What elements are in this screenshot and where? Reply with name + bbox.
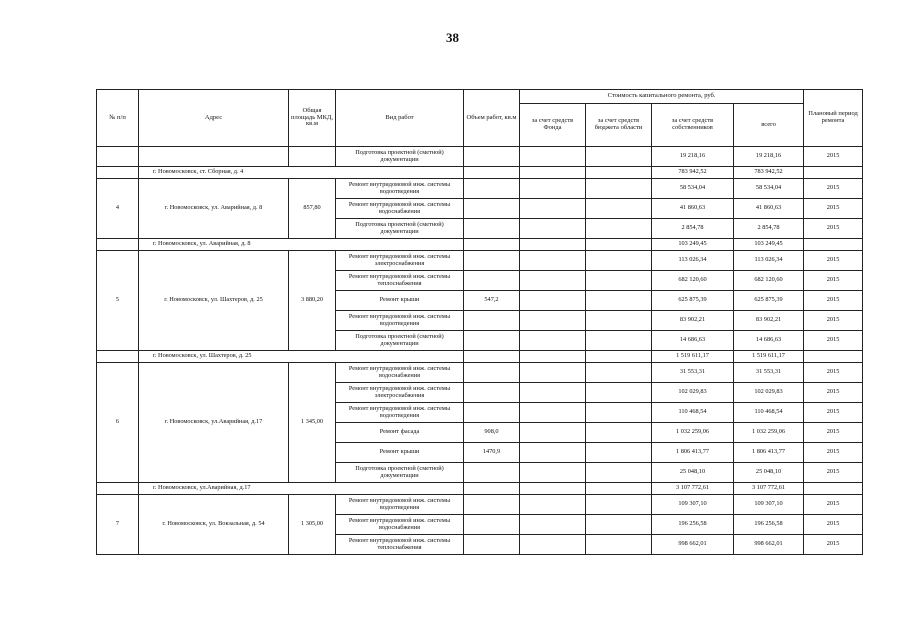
subtotal-total: 783 942,52 <box>734 167 804 179</box>
cell-area: 1 345,00 <box>289 363 336 483</box>
header-area: Общая площадь МКД, кв.м <box>289 90 336 147</box>
subtotal-total: 103 249,45 <box>734 239 804 251</box>
cell-fund <box>520 271 586 291</box>
cell-period: 2015 <box>804 271 863 291</box>
cell-total: 14 686,63 <box>734 331 804 351</box>
cell-owners: 102 029,83 <box>652 383 734 403</box>
table-row <box>97 495 863 515</box>
cell-total: 1 032 259,06 <box>734 423 804 443</box>
cell-fund <box>520 311 586 331</box>
cell-total: 83 902,21 <box>734 311 804 331</box>
cell-period <box>804 483 863 495</box>
cell-work-type: Ремонт внутридомовой инж. системы водоотведения <box>336 495 464 515</box>
subtotal-owners: 3 107 772,61 <box>652 483 734 495</box>
cell-work-type: Ремонт фасада <box>336 423 464 443</box>
cell-work-type: Подготовка проектной (сметной) документации <box>336 219 464 239</box>
cell-volume <box>464 271 520 291</box>
cell-fund <box>520 167 586 179</box>
cell-budget <box>586 147 652 167</box>
cell-owners: 110 468,54 <box>652 403 734 423</box>
cell-num: 6 <box>97 363 139 483</box>
cell-fund <box>520 251 586 271</box>
cell-budget <box>586 239 652 251</box>
cell-owners: 682 120,60 <box>652 271 734 291</box>
cell-fund <box>520 423 586 443</box>
cell-volume: 908,0 <box>464 423 520 443</box>
cell-volume <box>464 463 520 483</box>
cell-owners: 113 026,34 <box>652 251 734 271</box>
header-cost-group: Стоимость капитального ремонта, руб. <box>520 90 804 104</box>
subtotal-address: г. Новомосковск, ул. Аварийная, д. 8 <box>139 239 464 251</box>
subtotal-owners: 783 942,52 <box>652 167 734 179</box>
header-fund: за счет средств Фонда <box>520 104 586 147</box>
cell-volume <box>464 535 520 555</box>
cell-fund <box>520 291 586 311</box>
cell-owners: 41 860,63 <box>652 199 734 219</box>
cell-budget <box>586 271 652 291</box>
cell-period: 2015 <box>804 251 863 271</box>
cell-volume <box>464 311 520 331</box>
cell-fund <box>520 463 586 483</box>
header-work-type: Вид работ <box>336 90 464 147</box>
cell-owners: 1 806 413,77 <box>652 443 734 463</box>
cell-fund <box>520 483 586 495</box>
subtotal-address: г. Новомосковск, ул. Шахтеров, д. 25 <box>139 351 464 363</box>
cell-total: 102 029,83 <box>734 383 804 403</box>
cell-area: 3 880,20 <box>289 251 336 351</box>
table-row <box>97 363 863 383</box>
cell-work-type: Ремонт внутридомовой инж. системы теплоснабжения <box>336 535 464 555</box>
table-body <box>97 147 863 555</box>
cell-period: 2015 <box>804 515 863 535</box>
cell-volume <box>464 251 520 271</box>
cell-period <box>804 167 863 179</box>
cell-period: 2015 <box>804 219 863 239</box>
cell-area: 1 305,00 <box>289 495 336 555</box>
cell-fund <box>520 147 586 167</box>
cell-total: 19 218,16 <box>734 147 804 167</box>
cell-fund <box>520 363 586 383</box>
cell-work-type: Ремонт крыши <box>336 443 464 463</box>
cell-area: 857,80 <box>289 179 336 239</box>
cell-owners: 31 553,31 <box>652 363 734 383</box>
subtotal-row <box>97 167 863 179</box>
cell-volume <box>464 199 520 219</box>
cell-num <box>97 351 139 363</box>
cell-area <box>289 147 336 167</box>
cell-volume <box>464 331 520 351</box>
cell-num: 4 <box>97 179 139 239</box>
cell-total: 31 553,31 <box>734 363 804 383</box>
cell-fund <box>520 179 586 199</box>
cell-owners: 19 218,16 <box>652 147 734 167</box>
subtotal-total: 1 519 611,17 <box>734 351 804 363</box>
cell-owners: 14 686,63 <box>652 331 734 351</box>
cell-period: 2015 <box>804 535 863 555</box>
cell-budget <box>586 331 652 351</box>
cell-budget <box>586 179 652 199</box>
cell-owners: 1 032 259,06 <box>652 423 734 443</box>
cell-owners: 2 854,78 <box>652 219 734 239</box>
cell-volume <box>464 179 520 199</box>
cell-work-type: Ремонт внутридомовой инж. системы электроснабжения <box>336 251 464 271</box>
subtotal-owners: 1 519 611,17 <box>652 351 734 363</box>
cell-owners: 58 534,04 <box>652 179 734 199</box>
subtotal-owners: 103 249,45 <box>652 239 734 251</box>
cell-period: 2015 <box>804 331 863 351</box>
cell-total: 625 875,39 <box>734 291 804 311</box>
cell-period: 2015 <box>804 363 863 383</box>
cell-work-type: Подготовка проектной (сметной) документации <box>336 147 464 167</box>
cell-work-type: Ремонт крыши <box>336 291 464 311</box>
cell-num <box>97 167 139 179</box>
cell-period: 2015 <box>804 463 863 483</box>
cell-budget <box>586 535 652 555</box>
cell-work-type: Ремонт внутридомовой инж. системы водоотведения <box>336 311 464 331</box>
cell-work-type: Ремонт внутридомовой инж. системы водоснабжения <box>336 515 464 535</box>
cell-budget <box>586 495 652 515</box>
cell-work-type: Ремонт внутридомовой инж. системы электроснабжения <box>336 383 464 403</box>
cell-fund <box>520 383 586 403</box>
cell-budget <box>586 383 652 403</box>
cell-total: 1 806 413,77 <box>734 443 804 463</box>
cell-fund <box>520 219 586 239</box>
header-period: Плановый период ремонта <box>804 90 863 147</box>
cell-num: 7 <box>97 495 139 555</box>
cell-work-type: Ремонт внутридомовой инж. системы теплоснабжения <box>336 271 464 291</box>
cell-volume <box>464 363 520 383</box>
cell-total: 998 662,01 <box>734 535 804 555</box>
cell-owners: 625 875,39 <box>652 291 734 311</box>
cell-num <box>97 483 139 495</box>
cell-total: 41 860,63 <box>734 199 804 219</box>
cell-work-type: Ремонт внутридомовой инж. системы водоснабжения <box>336 363 464 383</box>
table-row <box>97 147 863 167</box>
cell-fund <box>520 443 586 463</box>
cell-period: 2015 <box>804 311 863 331</box>
header-num: № п/п <box>97 90 139 147</box>
cell-work-type: Подготовка проектной (сметной) документации <box>336 331 464 351</box>
cell-budget <box>586 483 652 495</box>
cell-work-type: Ремонт внутридомовой инж. системы водоотведения <box>336 403 464 423</box>
cell-budget <box>586 443 652 463</box>
cell-address: г. Новомосковск, ул. Вокзальная, д. 54 <box>139 495 289 555</box>
cell-owners: 998 662,01 <box>652 535 734 555</box>
cell-num: 5 <box>97 251 139 351</box>
cell-period: 2015 <box>804 147 863 167</box>
cell-work-type: Ремонт внутридомовой инж. системы водоснабжения <box>336 199 464 219</box>
cell-fund <box>520 351 586 363</box>
cell-owners: 109 307,10 <box>652 495 734 515</box>
cell-volume <box>464 403 520 423</box>
cell-period <box>804 351 863 363</box>
capital-repair-table <box>96 89 863 555</box>
cell-budget <box>586 219 652 239</box>
header-owners: за счет средств собственников <box>652 104 734 147</box>
cell-period: 2015 <box>804 291 863 311</box>
cell-period: 2015 <box>804 423 863 443</box>
cell-owners: 83 902,21 <box>652 311 734 331</box>
cell-budget <box>586 423 652 443</box>
cell-period: 2015 <box>804 179 863 199</box>
cell-period: 2015 <box>804 403 863 423</box>
cell-budget <box>586 251 652 271</box>
cell-address: г. Новомосковск, ул. Шахтеров, д. 25 <box>139 251 289 351</box>
cell-owners: 25 048,10 <box>652 463 734 483</box>
cell-total: 196 256,58 <box>734 515 804 535</box>
cell-volume <box>464 219 520 239</box>
subtotal-row <box>97 483 863 495</box>
cell-budget <box>586 463 652 483</box>
cell-total: 113 026,34 <box>734 251 804 271</box>
cell-period: 2015 <box>804 443 863 463</box>
cell-work-type: Ремонт внутридомовой инж. системы водоотведения <box>336 179 464 199</box>
header-address: Адрес <box>139 90 289 147</box>
subtotal-address: г. Новомосковск, ст. Сборная, д. 4 <box>139 167 464 179</box>
subtotal-row <box>97 351 863 363</box>
cell-period <box>804 239 863 251</box>
cell-volume: 1470,9 <box>464 443 520 463</box>
cell-budget <box>586 515 652 535</box>
cell-volume <box>464 483 520 495</box>
header-total: всего <box>734 104 804 147</box>
cell-fund <box>520 495 586 515</box>
cell-period: 2015 <box>804 199 863 219</box>
cell-budget <box>586 363 652 383</box>
cell-volume: 547,2 <box>464 291 520 311</box>
cell-fund <box>520 239 586 251</box>
cell-volume <box>464 239 520 251</box>
cell-fund <box>520 331 586 351</box>
cell-owners: 196 256,58 <box>652 515 734 535</box>
subtotal-row <box>97 239 863 251</box>
cell-budget <box>586 291 652 311</box>
cell-fund <box>520 535 586 555</box>
cell-volume <box>464 167 520 179</box>
cell-num <box>97 147 139 167</box>
cell-address: г. Новомосковск, ул. Аварийная, д. 8 <box>139 179 289 239</box>
header-budget: за счет средств бюджета области <box>586 104 652 147</box>
cell-period: 2015 <box>804 495 863 515</box>
cell-fund <box>520 199 586 219</box>
cell-address <box>139 147 289 167</box>
table-row <box>97 179 863 199</box>
cell-fund <box>520 515 586 535</box>
cell-volume <box>464 351 520 363</box>
cell-total: 2 854,78 <box>734 219 804 239</box>
cell-budget <box>586 311 652 331</box>
page-number: 38 <box>446 30 459 45</box>
cell-num <box>97 239 139 251</box>
header-volume: Объем работ, кв.м <box>464 90 520 147</box>
table-header <box>97 90 863 147</box>
cell-total: 109 307,10 <box>734 495 804 515</box>
cell-budget <box>586 167 652 179</box>
subtotal-total: 3 107 772,61 <box>734 483 804 495</box>
cell-total: 58 534,04 <box>734 179 804 199</box>
cell-total: 110 468,54 <box>734 403 804 423</box>
table-row <box>97 251 863 271</box>
cell-volume <box>464 147 520 167</box>
cell-address: г. Новомосковск, ул.Аварийная, д.17 <box>139 363 289 483</box>
cell-budget <box>586 351 652 363</box>
cell-work-type: Подготовка проектной (сметной) документации <box>336 463 464 483</box>
cell-fund <box>520 403 586 423</box>
cell-budget <box>586 199 652 219</box>
subtotal-address: г. Новомосковск, ул.Аварийная, д.17 <box>139 483 464 495</box>
cell-volume <box>464 383 520 403</box>
cell-volume <box>464 515 520 535</box>
cell-budget <box>586 403 652 423</box>
cell-total: 25 048,10 <box>734 463 804 483</box>
cell-volume <box>464 495 520 515</box>
cell-period: 2015 <box>804 383 863 403</box>
cell-total: 682 120,60 <box>734 271 804 291</box>
